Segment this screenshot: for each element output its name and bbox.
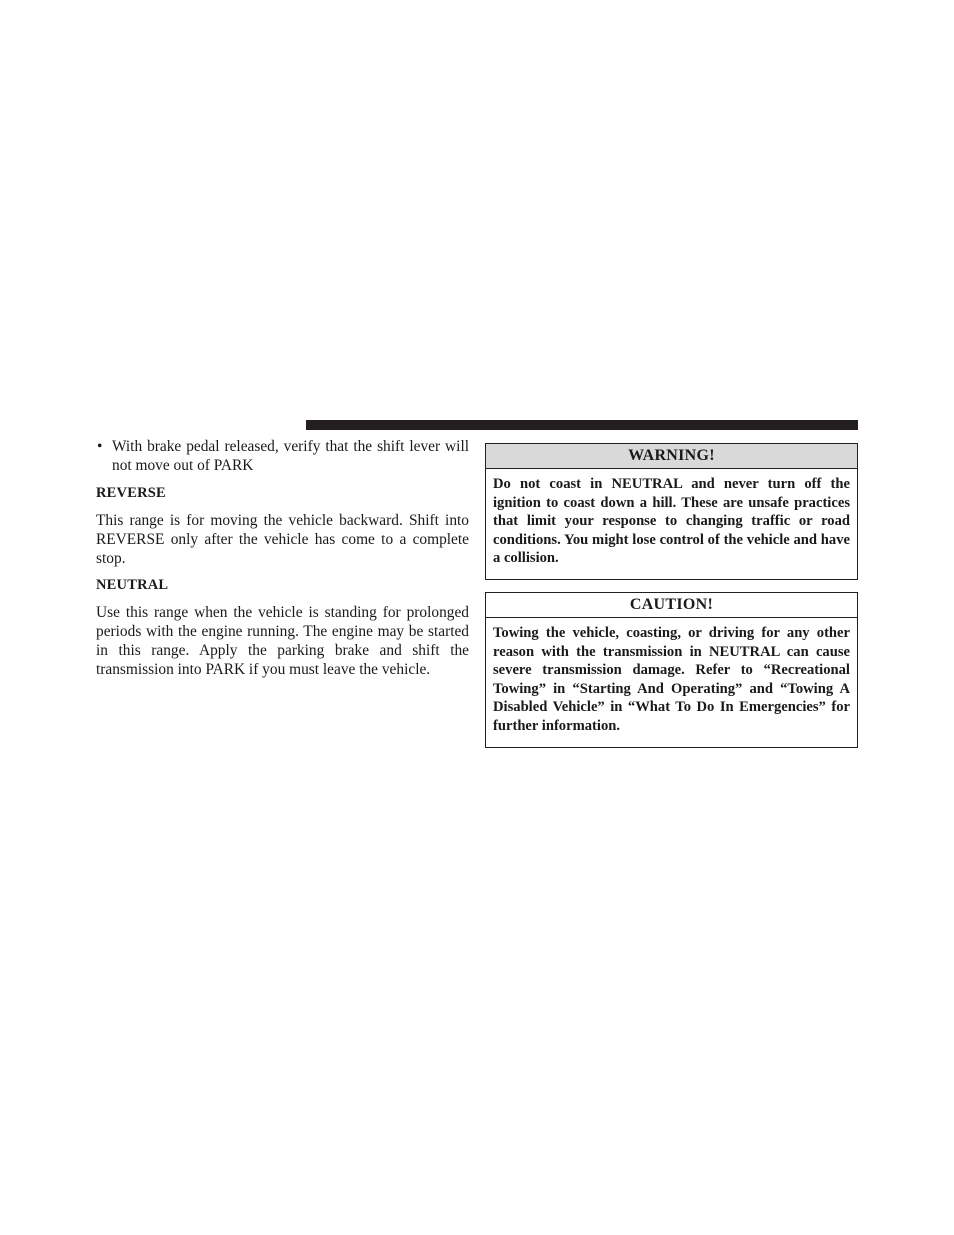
header-bar (306, 420, 858, 430)
reverse-paragraph: This range is for moving the vehicle backward. Shift into REVERSE only after the vehicle has come to a complete stop. (96, 512, 469, 567)
warning-box (485, 443, 858, 580)
neutral-heading: NEUTRAL (96, 577, 169, 593)
neutral-paragraph: Use this range when the vehicle is standing for prolonged periods with the engine running. The engine may be started in this range. Apply the parking brake and shift the transmission into PARK if you must leave the vehicle. (96, 604, 469, 678)
caution-box (485, 592, 858, 748)
caution-title: CAUTION! (486, 593, 857, 618)
reverse-heading: REVERSE (96, 485, 166, 501)
bullet-text: With brake pedal released, verify that the shift lever will not move out of PARK (112, 438, 469, 474)
caution-body: Towing the vehicle, coasting, or driving for any other reason with the transmission in NEUTRAL can cause severe transmission damage. Refer to “Recreational Towing” in “Starting And Operating” and “Towing A Disabled Vehicle” in “What To Do In Emergencies” for further information. (493, 625, 850, 734)
left-column (96, 437, 469, 687)
warning-title: WARNING! (486, 444, 857, 469)
warning-body: Do not coast in NEUTRAL and never turn off the ignition to coast down a hill. These are unsafe practices that limit your response to changing traffic or road conditions. You might lose control of the vehicle and have a collision. (493, 476, 850, 567)
bullet-icon: • (97, 438, 103, 455)
list-item (96, 437, 469, 475)
